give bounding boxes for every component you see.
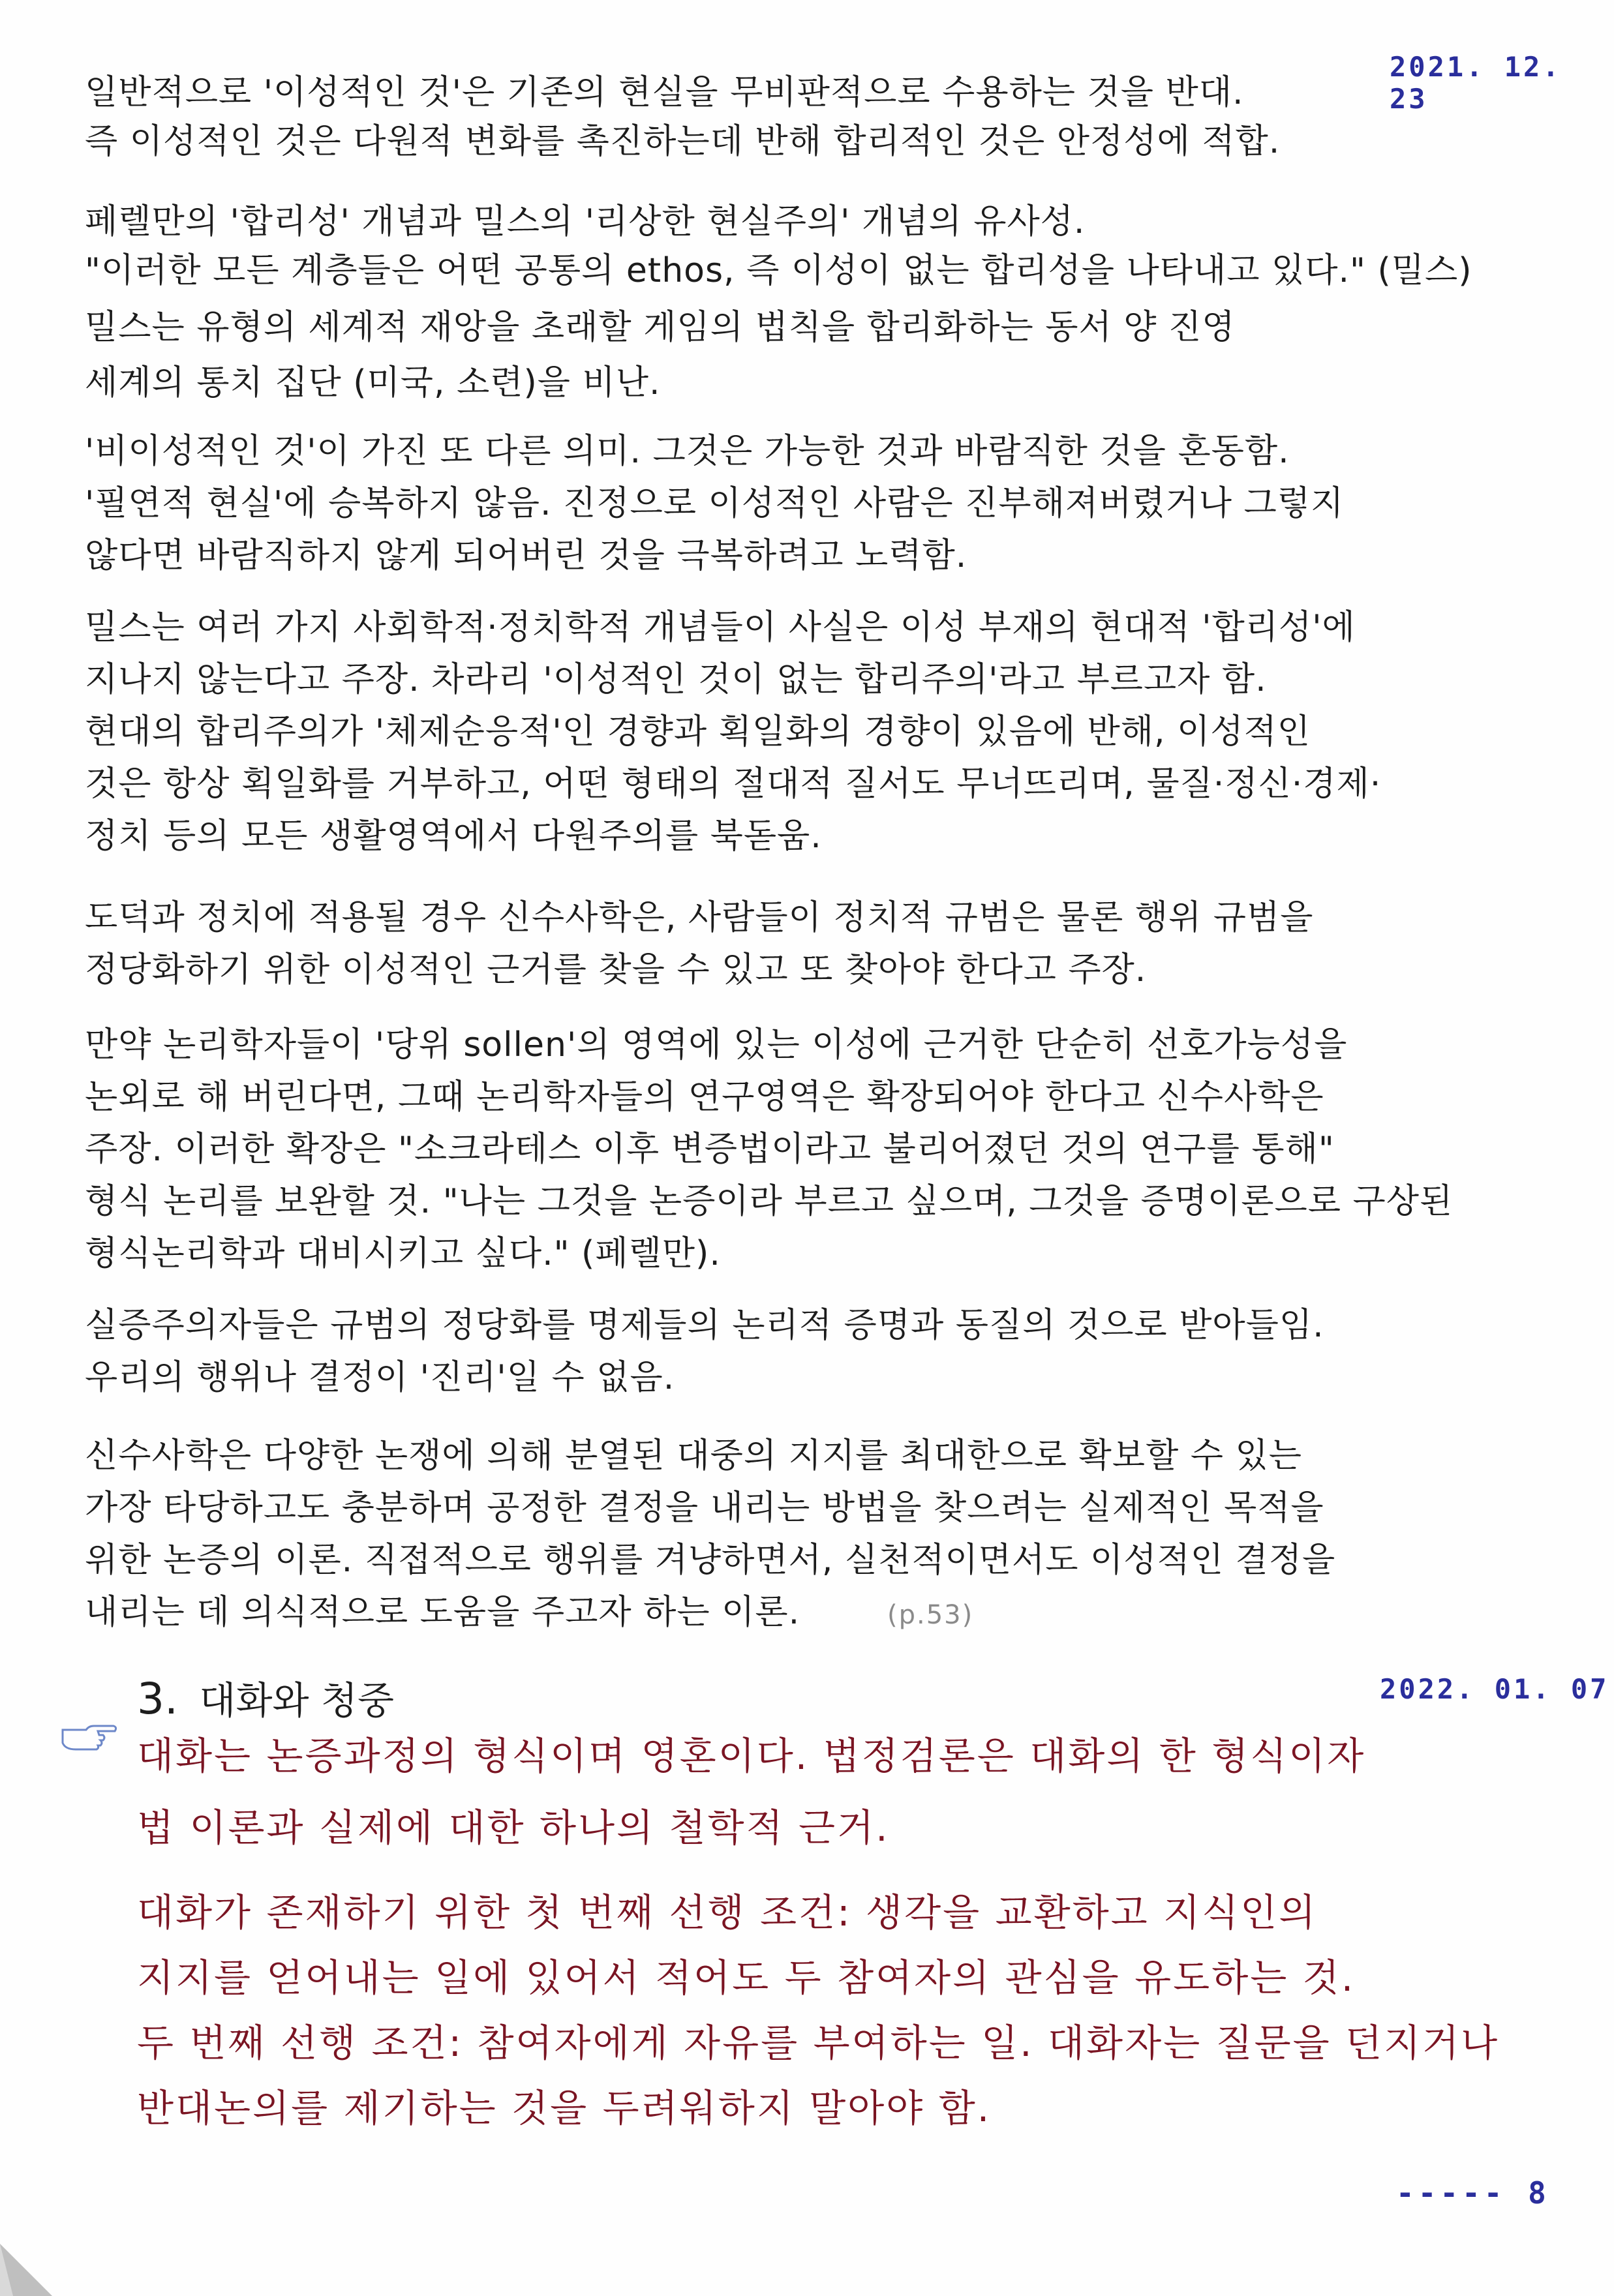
page-corner-fold xyxy=(0,2231,65,2296)
text-line: 즉 이성적인 것은 다원적 변화를 촉진하는데 반해 합리적인 것은 안정성에 적합. xyxy=(85,122,1281,161)
text-line: 신수사학은 다양한 논쟁에 의해 분열된 대중의 지지를 최대한으로 확보할 수 있는 xyxy=(85,1436,1302,1475)
text-line: 않다면 바람직하지 않게 되어버린 것을 극복하려고 노력함. xyxy=(85,536,967,575)
text-line: 일반적으로 '이성적인 것'은 기존의 현실을 무비판적으로 수용하는 것을 반대. xyxy=(85,73,1244,112)
text-line: 지지를 얻어내는 일에 있어서 적어도 두 참여자의 관심을 유도하는 것. xyxy=(137,1957,1356,1999)
text-line: 법 이론과 실제에 대한 하나의 철학적 근거. xyxy=(137,1807,890,1849)
page-reference-line xyxy=(881,1592,1142,1636)
text-line: 형식논리학과 대비시키고 싶다." (페렐만). xyxy=(85,1234,721,1273)
pointing-hand-icon xyxy=(60,1721,119,1751)
text-line: 정치 등의 모든 생활영역에서 다원주의를 북돋움. xyxy=(85,817,822,856)
text-line: 대화는 논증과정의 형식이며 영혼이다. 법정검론은 대화의 한 형식이자 xyxy=(137,1735,1366,1777)
entry-date: 2021. 12. 23 xyxy=(1390,51,1562,115)
text-line: 페렐만의 '합리성' 개념과 밀스의 '리상한 현실주의' 개념의 유사성. xyxy=(85,202,1086,241)
text-line: 형식 논리를 보완할 것. "나는 그것을 논증이라 부르고 싶으며, 그것을 증명이론으로 구상된 xyxy=(85,1182,1454,1221)
text-line: "이러한 모든 계층들은 어떤 공통의 ethos, 즉 이성이 없는 합리성을 나타내고 있다." (밀스) xyxy=(85,251,1472,290)
text-line: 정당화하기 위한 이성적인 근거를 찾을 수 있고 또 찾아야 한다고 주장. xyxy=(85,950,1147,989)
text-line: 가장 타당하고도 충분하며 공정한 결정을 내리는 방법을 찾으려는 실제적인 목적을 xyxy=(85,1488,1324,1528)
text-line: 주장. 이러한 확장은 "소크라테스 이후 변증법이라고 불리어졌던 것의 연구를 통해" xyxy=(85,1130,1335,1169)
page-reference: (p.53) xyxy=(887,1600,974,1630)
text-line: 세계의 통치 집단 (미국, 소련)을 비난. xyxy=(85,363,661,402)
text-line: 것은 항상 획일화를 거부하고, 어떤 형태의 절대적 질서도 무너뜨리며, 물질·정신·경제· xyxy=(85,764,1382,804)
text-line: 내리는 데 의식적으로 도움을 주고자 하는 이론. xyxy=(85,1593,800,1632)
text-line: '필연적 현실'에 승복하지 않음. 진정으로 이성적인 사람은 진부해져버렸거나 그렇지 xyxy=(85,484,1345,523)
text-line: 반대논의를 제기하는 것을 두려워하지 말아야 함. xyxy=(137,2087,992,2129)
text-line: 지나지 않는다고 주장. 차라리 '이성적인 것이 없는 합리주의'라고 부르고자 함. xyxy=(85,660,1267,699)
text-line: 우리의 행위나 결정이 '진리'일 수 없음. xyxy=(85,1358,675,1397)
text-line: 논외로 해 버린다면, 그때 논리학자들의 연구영역은 확장되어야 한다고 신수사학은 xyxy=(85,1078,1324,1117)
text-line: '비이성적인 것'이 가진 또 다른 의미. 그것은 가능한 것과 바람직한 것을 혼동함. xyxy=(85,432,1290,471)
text-line: 두 번째 선행 조건: 참여자에게 자유를 부여하는 일. 대화자는 질문을 던지거나 xyxy=(137,2022,1500,2064)
text-line: 도덕과 정치에 적용될 경우 신수사학은, 사람들이 정치적 규범은 물론 행위 규범을 xyxy=(85,898,1314,937)
text-line: 대화가 존재하기 위한 첫 번째 선행 조건: 생각을 교환하고 지식인의 xyxy=(137,1892,1318,1933)
section-title: 대화와 청중 xyxy=(199,1678,394,1723)
entry-date: 2022. 01. 07 xyxy=(1380,1673,1609,1705)
text-line: 실증주의자들은 규범의 정당화를 명제들의 논리적 증명과 동질의 것으로 받아들임. xyxy=(85,1306,1324,1345)
text-line: 밀스는 유형의 세계적 재앙을 초래할 게임의 법칙을 합리화하는 동서 양 진영 xyxy=(85,308,1236,347)
text-line: 밀스는 여러 가지 사회학적·정치학적 개념들이 사실은 이성 부재의 현대적 '합리성'에 xyxy=(85,608,1356,647)
section-number: 3. xyxy=(137,1674,178,1724)
text-line: 현대의 합리주의가 '체제순응적'인 경향과 획일화의 경향이 있음에 반해, 이성적인 xyxy=(85,712,1311,751)
text-line: 만약 논리학자들이 '당위 sollen'의 영역에 있는 이성에 근거한 단순히 선호가능성을 xyxy=(85,1025,1348,1065)
section-heading xyxy=(137,1670,394,1725)
page-number: ----- 8 xyxy=(1396,2175,1550,2211)
text-line: 위한 논증의 이론. 직접적으로 행위를 겨냥하면서, 실천적이면서도 이성적인 결정을 xyxy=(85,1541,1336,1580)
